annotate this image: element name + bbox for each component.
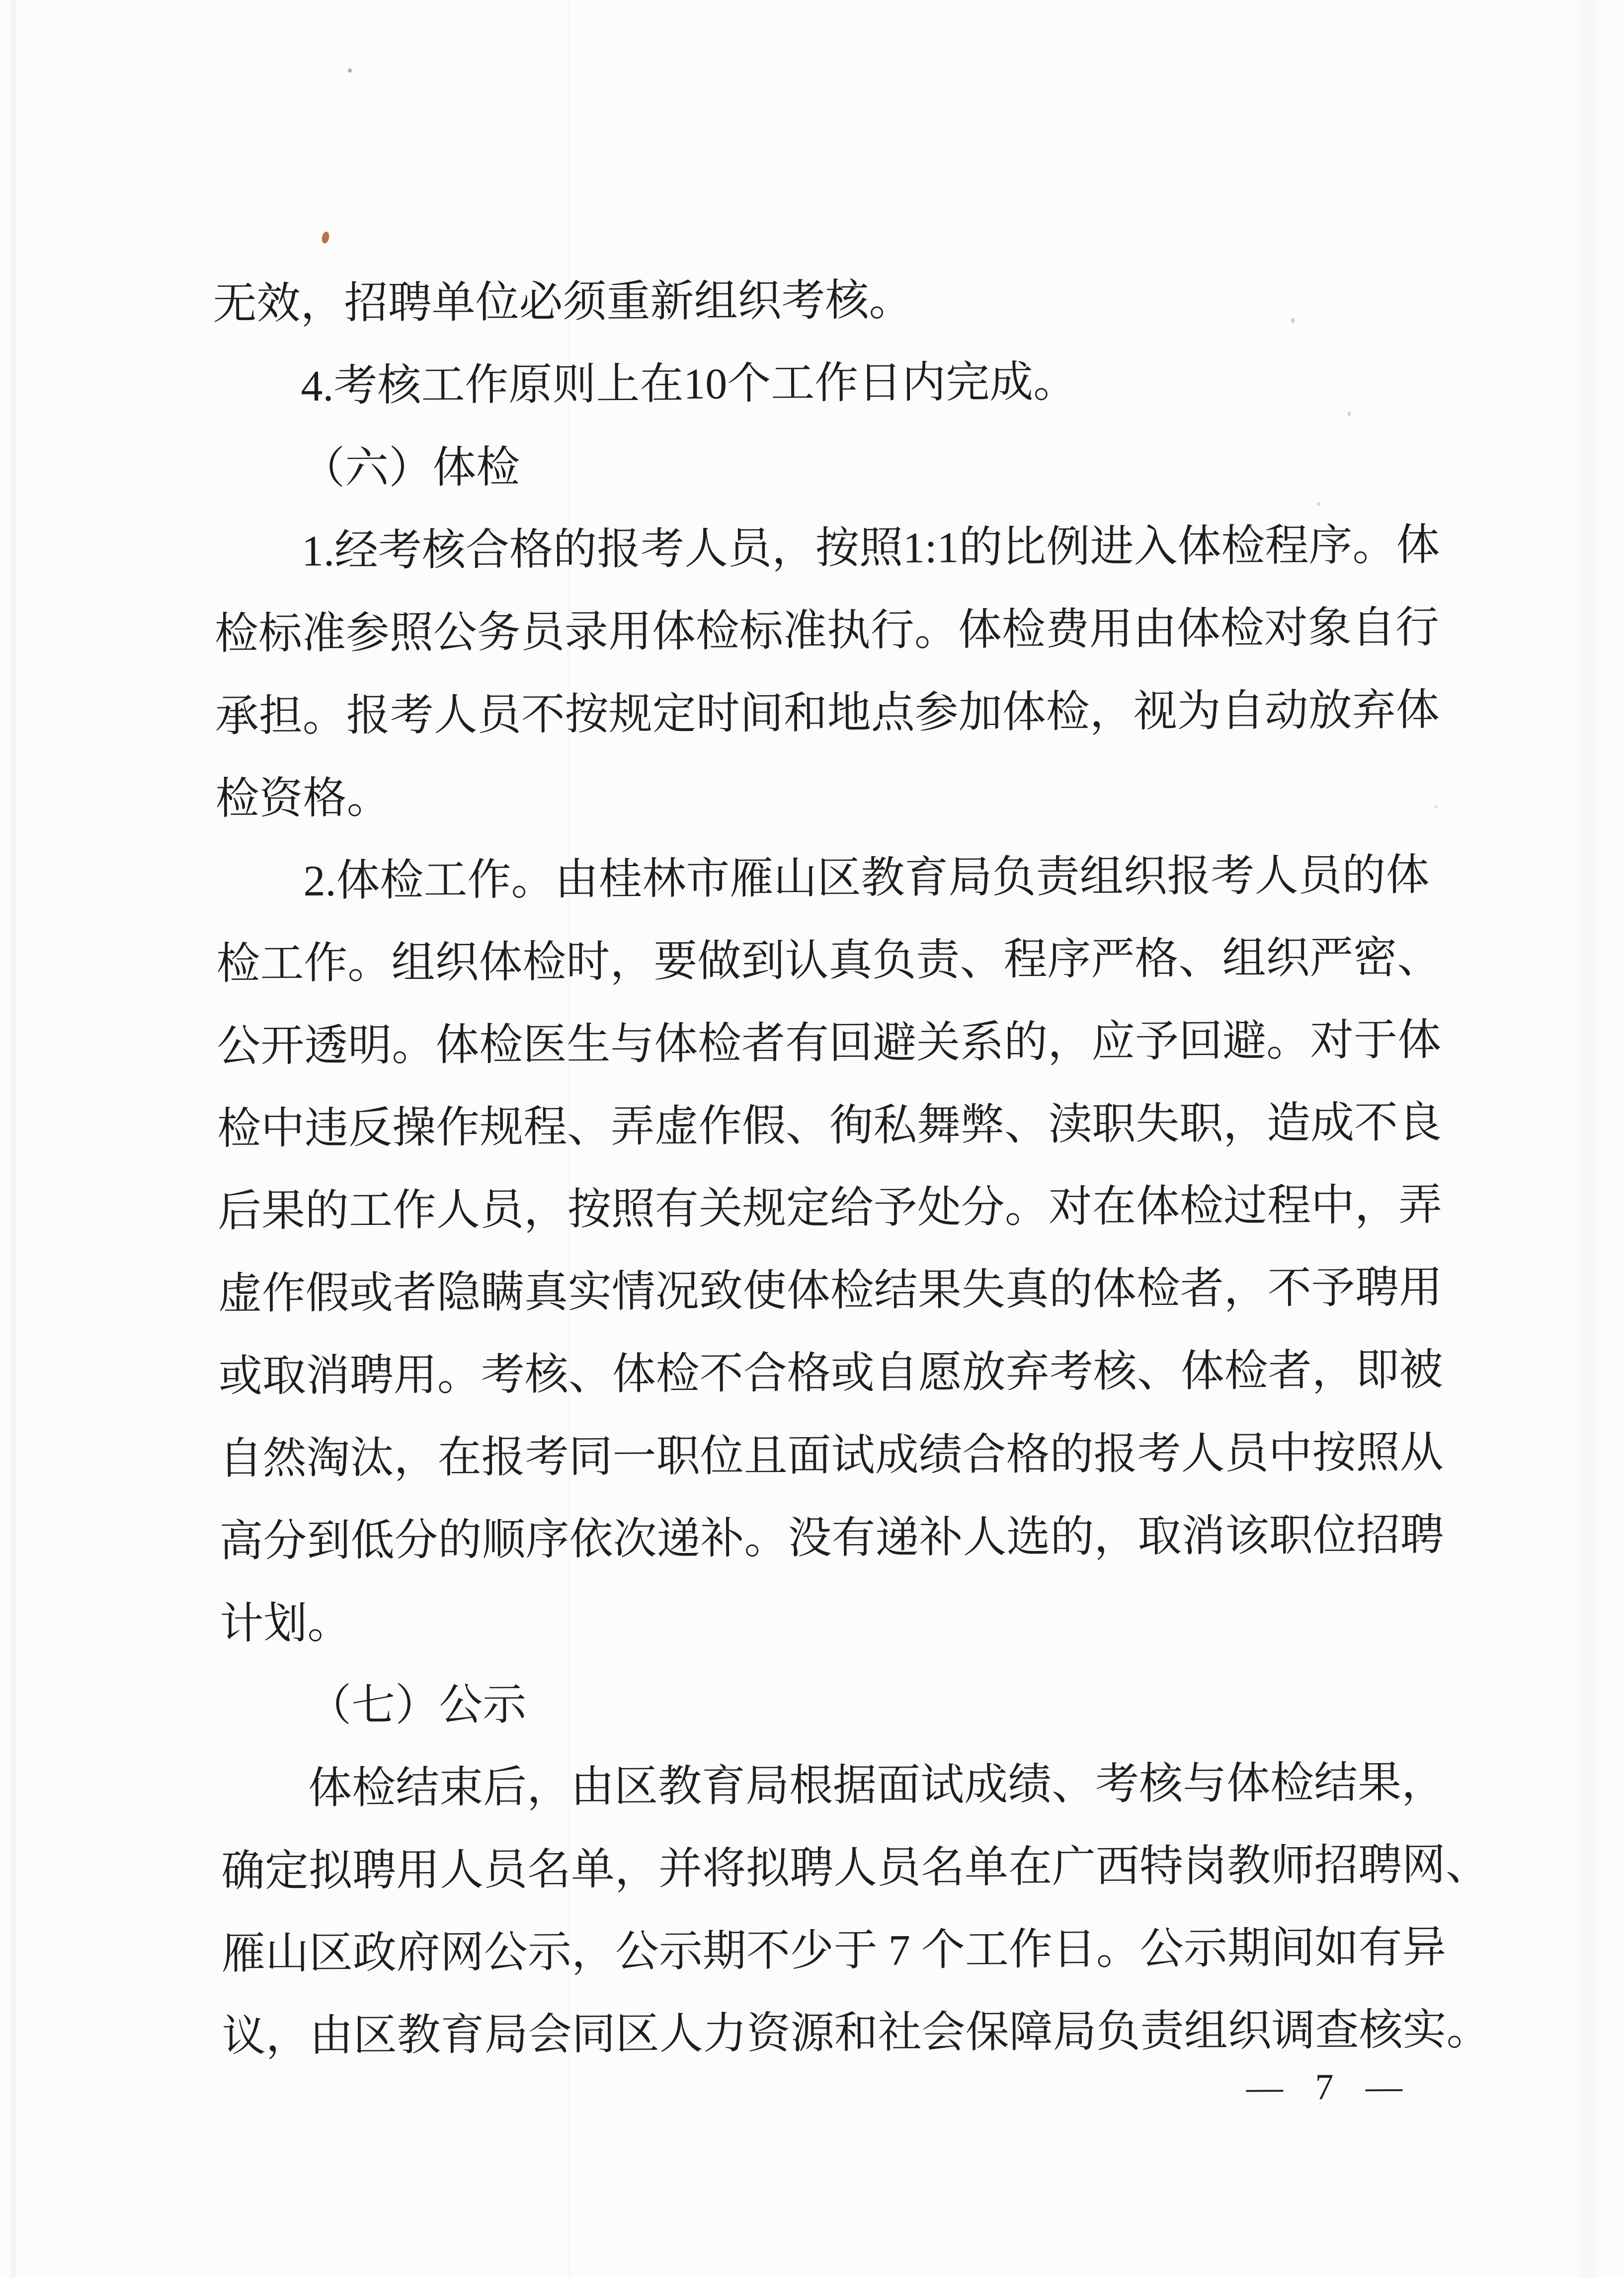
text-line: 承担。报考人员不按规定时间和地点参加体检，视为自动放弃体 [215,686,1440,741]
text-line: 公开透明。体检医生与体检者有回避关系的，应予回避。对于体 [217,1016,1442,1071]
text-line: 高分到低分的顺序依次递补。没有递补人选的，取消该职位招聘 [219,1511,1444,1566]
paper-speck-gray [348,69,352,73]
text-line: 确定拟聘用人员名单，并将拟聘人员名单在广西特岗教师招聘网、 [221,1841,1490,1896]
text-line: 检工作。组织体检时，要做到认真负责、程序严格、组织严密、 [216,934,1441,988]
text-line: 1.经考核合格的报考人员，按照1:1的比例进入体检程序。体 [301,521,1440,576]
text-line: 自然淘汰，在报考同一职位且面试成绩合格的报考人员中按照从 [219,1429,1444,1483]
text-line: 议，由区教育局会同区人力资源和社会保障局负责组织调查核实。 [222,2006,1490,2061]
page-number: — 7 — [1246,2066,1406,2108]
text-line: （六）体检 [301,443,520,493]
scan-streak-left [11,0,16,2278]
scan-streak-right [1580,0,1595,2278]
text-line: 虚作假或者隐瞒真实情况致使体检结果失真的体检者，不予聘用 [218,1264,1443,1318]
text-line: 检标准参照公务员录用体检标准执行。体检费用由体检对象自行 [214,604,1440,658]
text-line: （七）公示 [307,1681,527,1731]
text-line: 雁山区政府网公示，公示期不少于 7 个工作日。公示期间如有异 [221,1924,1447,1978]
text-line: 或取消聘用。考核、体检不合格或自愿放弃考核、体检者，即被 [218,1346,1443,1401]
text-line: 检中违反操作规程、弄虚作假、徇私舞弊、渎职失职，造成不良 [217,1099,1442,1153]
text-line: 4.考核工作原则上在10个工作日内完成。 [301,358,1077,411]
text-line: 无效，招聘单位必须重新组织考核。 [213,276,913,328]
text-line: 检资格。 [215,774,391,823]
text-line: 计划。 [220,1599,351,1648]
paper-speck-orange [321,231,330,244]
document-body [213,257,1490,2078]
text-line: 2.体检工作。由桂林市雁山区教育局负责组织报考人员的体 [303,851,1430,906]
text-line: 后果的工作人员，按照有关规定给予处分。对在体检过程中，弄 [217,1181,1443,1236]
text-line: 体检结束后，由区教育局根据面试成绩、考核与体检结果， [308,1759,1446,1813]
